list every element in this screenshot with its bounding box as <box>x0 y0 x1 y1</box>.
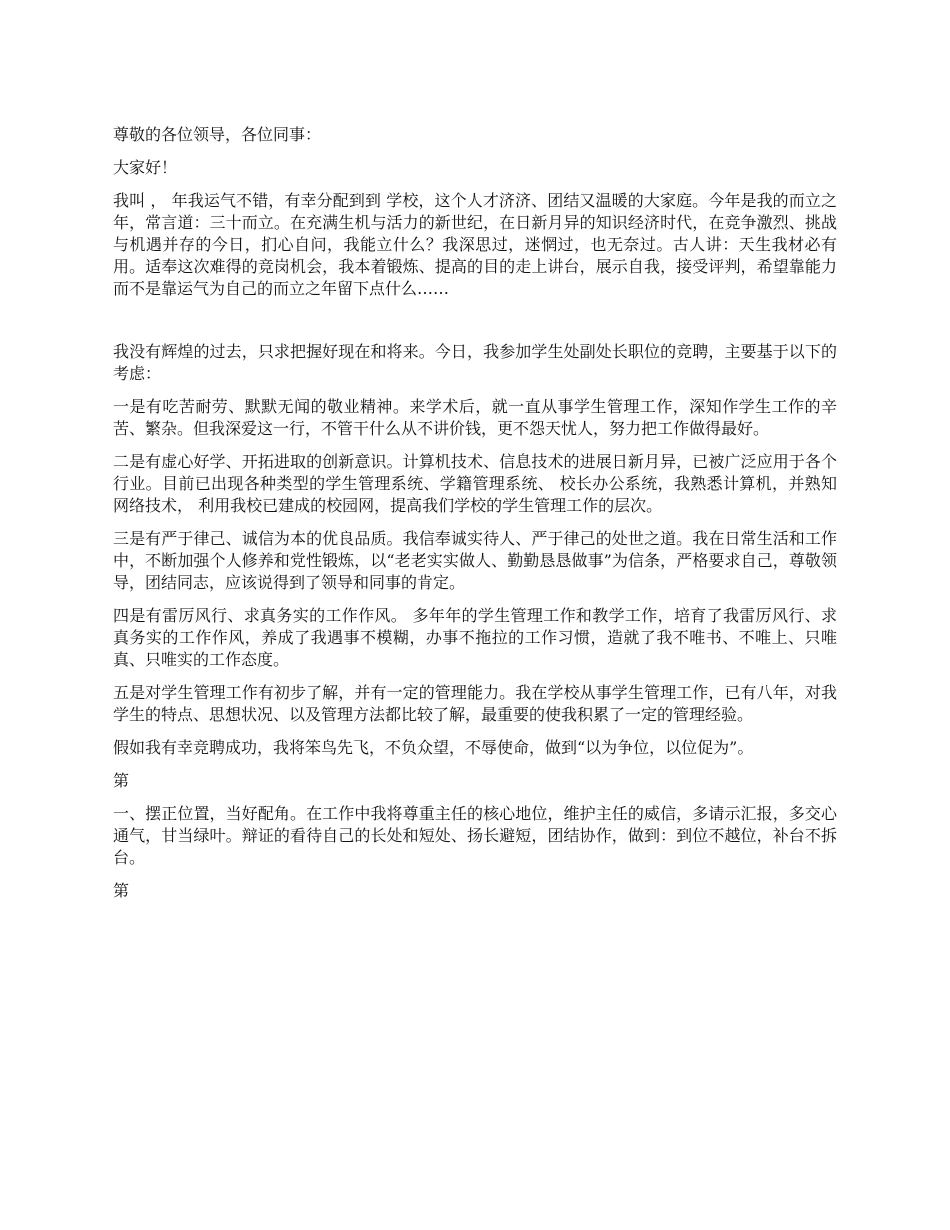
point-four-paragraph: 四是有雷厉风行、求真务实的工作作风。 多年年的学生管理工作和教学工作，培育了我雷厉风行、求真务实的工作作风，养成了我遇事不模糊，办事不拖拉的工作习惯，造就了我不唯书、不唯上、只唯真、只唯实的工作态度。 <box>113 606 837 669</box>
intro-paragraph: 我叫 ， 年我运气不错，有幸分配到到 学校，这个人才济济、团结又温暖的大家庭。今年是我的而立之年，常言道：三十而立。在充满生机与活力的新世纪，在日新月异的知识经济时代，在竞争激烈、挑战与机遇并存的今日，扪心自问，我能立什么？我深思过，迷惘过，也无奈过。古人讲：天生我材必有用。适奉这次难得的竞岗机会，我本着锻炼、提高的目的走上讲台，展示自我，接受评判，希望靠能力而不是靠运气为自己的而立之年留下点什么…… <box>113 191 837 298</box>
point-five-paragraph: 五是对学生管理工作有初步了解，并有一定的管理能力。我在学校从事学生管理工作，已有八年，对我学生的特点、思想状况、以及管理方法都比较了解，最重要的使我积累了一定的管理经验。 <box>113 683 837 724</box>
greeting: 大家好！ <box>113 158 178 177</box>
section-marker-one: 第 <box>113 771 130 790</box>
document-body <box>113 124 837 913</box>
motivation-paragraph: 我没有辉煌的过去，只求把握好现在和将来。今日，我参加学生处副处长职位的竞聘，主要基于以下的考虑： <box>113 342 837 383</box>
plan-one-paragraph: 一、摆正位置，当好配角。在工作中我将尊重主任的核心地位，维护主任的威信，多请示汇报，多交心通气，甘当绿叶。辩证的看待自己的长处和短处、扬长避短，团结协作，做到：到位不越位，补台不拆台。 <box>113 804 837 867</box>
section-marker-two: 第 <box>113 881 130 900</box>
salutation: 尊敬的各位领导，各位同事： <box>113 125 322 144</box>
point-three-paragraph: 三是有严于律己、诚信为本的优良品质。我信奉诚实待人、严于律己的处世之道。我在日常生活和工作中，不断加强个人修养和党性锻炼，以“老老实实做人、勤勤恳恳做事”为信条，严格要求自己，尊敬领导，团结同志，应该说得到了领导和同事的肯定。 <box>113 529 837 592</box>
commitment-paragraph: 假如我有幸竞聘成功，我将笨鸟先飞，不负众望，不辱使命，做到“以为争位，以位促为”。 <box>113 738 754 757</box>
point-one-paragraph: 一是有吃苦耐劳、默默无闻的敬业精神。来学术后，就一直从事学生管理工作，深知作学生工作的辛苦、繁杂。但我深爱这一行，不管干什么从不讲价钱，更不怨天忧人，努力把工作做得最好。 <box>113 397 837 438</box>
point-two-paragraph: 二是有虚心好学、开拓进取的创新意识。计算机技术、信息技术的进展日新月异，已被广泛应用于各个行业。目前已出现各种类型的学生管理系统、学籍管理系统、 校长办公系统，我熟悉计算机，并熟知网络技术， 利用我校已建成的校园网，提高我们学校的学生管理工作的层次。 <box>113 452 837 515</box>
